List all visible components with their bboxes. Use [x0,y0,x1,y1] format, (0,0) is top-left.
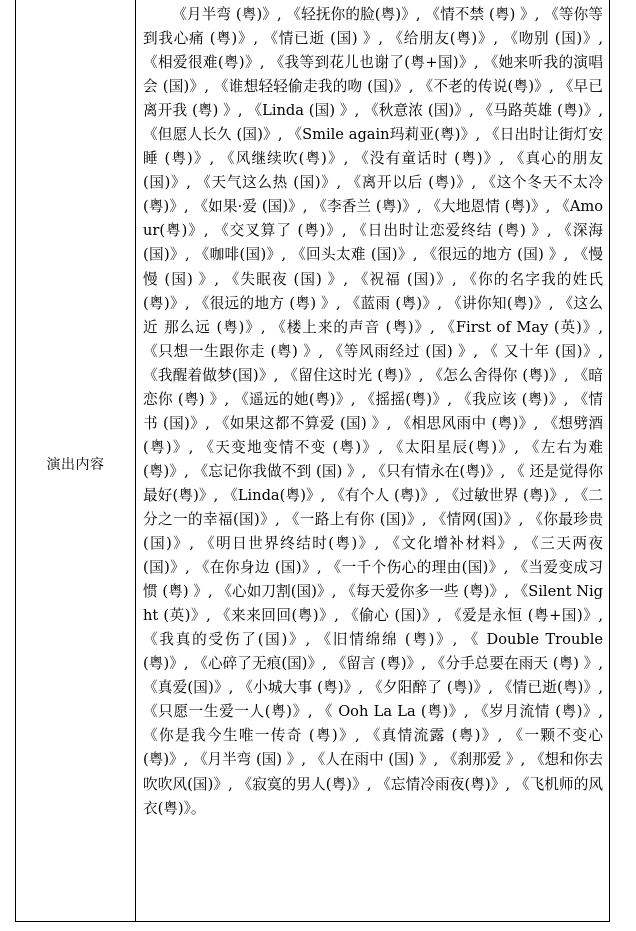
performance-song-list: 《月半弯 (粤)》, 《轻抚你的脸(粤)》, 《情不禁 (粤) 》, 《等你等到我心痛 (粤)》, 《情已逝 (国) 》, 《给朋友(粤)》, 《吻别 (国)》, 《相爱很难(粤)》, 《我等到花儿也谢了(粤+国)》, 《她来听我的演唱会 (国)》, 《谁想轻轻偷走我的吻 (国)》, 《不老的传说(粤)》, 《早已离开我 (粤) 》, 《Linda (国) 》, 《秋意浓 (国)》, 《马路英雄 (粤)》, 《但愿人长久 (国)》, 《Smile again玛莉亚(粤)》, 《日出时让街灯安睡 (粤)》, 《风继续吹(粤)》, 《没有童话时 (粤)》, 《真心的朋友 (国)》, 《天气这么热 (国)》, 《离开以后 (粤)》, 《这个冬天不太冷(粤)》, 《如果·爱 (国)》, 《李香兰 (粤)》, 《大地恩情 (粤)》, 《Amour(粤)》, 《交叉算了 (粤)》, 《日出时让恋爱终结 (粤) 》, 《深海 (国)》, 《咖啡(国)》, 《回头太难 (国)》, 《很远的地方 (国) 》, 《慢慢 (国) 》, 《失眠夜 (国) 》, 《祝福 (国)》, 《你的名字我的姓氏(粤)》, 《很远的地方 (粤) 》, 《蓝雨 (粤)》, 《讲你知(粤)》, 《这么近 那么远 (粤)》, 《楼上来的声音 (粤)》, 《First of May (英)》, 《只想一生跟你走 (粤) 》, 《等风雨经过 (国) 》, 《 又十年 (国)》, 《我醒着做梦(国)》, 《留住这时光 (粤)》, 《怎么舍得你 (粤)》, 《暗恋你 (粤) 》, 《遥远的她(粤)》, 《摇摇(粤)》, 《我应该 (粤)》, 《情书 (国)》, 《如果这都不算爱 (国) 》, 《相思风雨中 (粤)》, 《想劈酒 (粤)》, 《天变地变情不变 (粤)》, 《太阳星辰(粤)》, 《左右为难(粤)》, 《忘记你我做不到 (国) 》, 《只有情永在(粤)》, 《 还是觉得你最好(粤)》, 《Linda(粤)》, 《有个人 (粤)》, 《过敏世界 (粤)》, 《二分之一的幸福(国)》, 《一路上有你 (国)》, 《情网(国)》, 《你最珍贵(国)》, 《明日世界终结时(粤)》, 《文化增补材料》, 《三天两夜 (国)》, 《在你身边 (国)》, 《一千个伤心的理由(国)》, 《当爱变成习惯 (粤) 》, 《心如刀割(国)》, 《每天爱你多一些 (粤)》, 《Silent Night (英)》, 《来来回回(粤)》, 《偷心 (国)》, 《爱是永恒 (粤+国)》, 《我真的受伤了(国)》, 《旧情绵绵 (粤)》, 《 Double Trouble (粤)》, 《心碎了无痕(国)》, 《留言 (粤)》, 《分手总要在雨天 (粤) 》, 《真爱(国)》, 《小城大事 (粤)》, 《夕阳醉了 (粤)》, 《情已逝(粤)》, 《只愿一生爱一人(粤)》, 《 Ooh La La (粤)》, 《岁月流情 (粤)》, 《你是我今生唯一传奇 (粤)》, 《真情流露 (粤)》, 《一颗不变心 (粤)》, 《月半弯 (国) 》, 《人在雨中 (国) 》, 《刹那爱 》, 《想和你去吹吹风(国)》, 《寂寞的男人(粤)》, 《忘情冷雨夜(粤)》, 《飞机师的风衣(粤)》。 [143,6,603,817]
row-label-cell [16,0,136,921]
program-table [15,0,610,922]
content-cell [136,0,609,921]
row-label: 演出内容 [46,456,105,473]
